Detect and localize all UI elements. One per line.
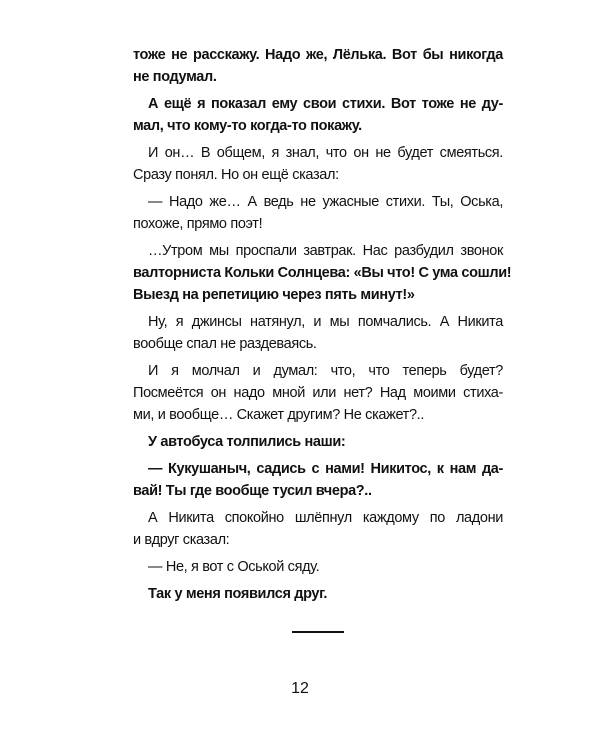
- text-line: Ну, я джинсы натянул, и мы помчались. А Никита: [148, 314, 503, 330]
- text-line: Выезд на репетицию через пять минут!»: [133, 287, 415, 303]
- text-line: У автобуса толпились наши:: [148, 434, 346, 450]
- text-line: и вдруг сказал:: [133, 532, 230, 548]
- text-line: вай! Ты где вообще тусил вчера?..: [133, 483, 372, 499]
- text-line: Посмеётся он надо мной или нет? Над моими стиха-: [133, 385, 503, 401]
- text-line: И он… В общем, я знал, что он не будет смеяться.: [148, 145, 503, 161]
- text-line: мал, что кому-то когда-то покажу.: [133, 118, 362, 134]
- page-number: 12: [291, 680, 309, 697]
- text-line: валторниста Кольки Солнцева: «Вы что! С ума сошли!: [133, 265, 512, 281]
- text-line: — Не, я вот с Оськой сяду.: [148, 559, 320, 575]
- text-line: Так у меня появился друг.: [148, 586, 328, 602]
- text-line: вообще спал не раздеваясь.: [133, 336, 317, 352]
- text-line: А ещё я показал ему свои стихи. Вот тоже не ду-: [148, 96, 503, 112]
- text-line: И я молчал и думал: что, что теперь будет?: [148, 363, 503, 379]
- text-line: не подумал.: [133, 69, 217, 85]
- text-line: …Утром мы проспали завтрак. Нас разбудил звонок: [148, 243, 503, 259]
- text-line: тоже не расскажу. Надо же, Лёлька. Вот бы никогда: [133, 47, 503, 63]
- text-line: ми, и вообще… Скажет другим? Не скажет?..: [133, 407, 425, 423]
- section-separator: [292, 631, 344, 633]
- text-line: — Надо же… А ведь не ужасные стихи. Ты, Оська,: [148, 194, 503, 210]
- text-line: похоже, прямо поэт!: [133, 216, 263, 232]
- text-block: [133, 44, 512, 605]
- text-line: А Никита спокойно шлёпнул каждому по ладони: [148, 510, 503, 526]
- text-line: — Кукушаныч, садись с нами! Никитос, к нам да-: [148, 461, 503, 477]
- text-line: Сразу понял. Но он ещё сказал:: [133, 167, 339, 183]
